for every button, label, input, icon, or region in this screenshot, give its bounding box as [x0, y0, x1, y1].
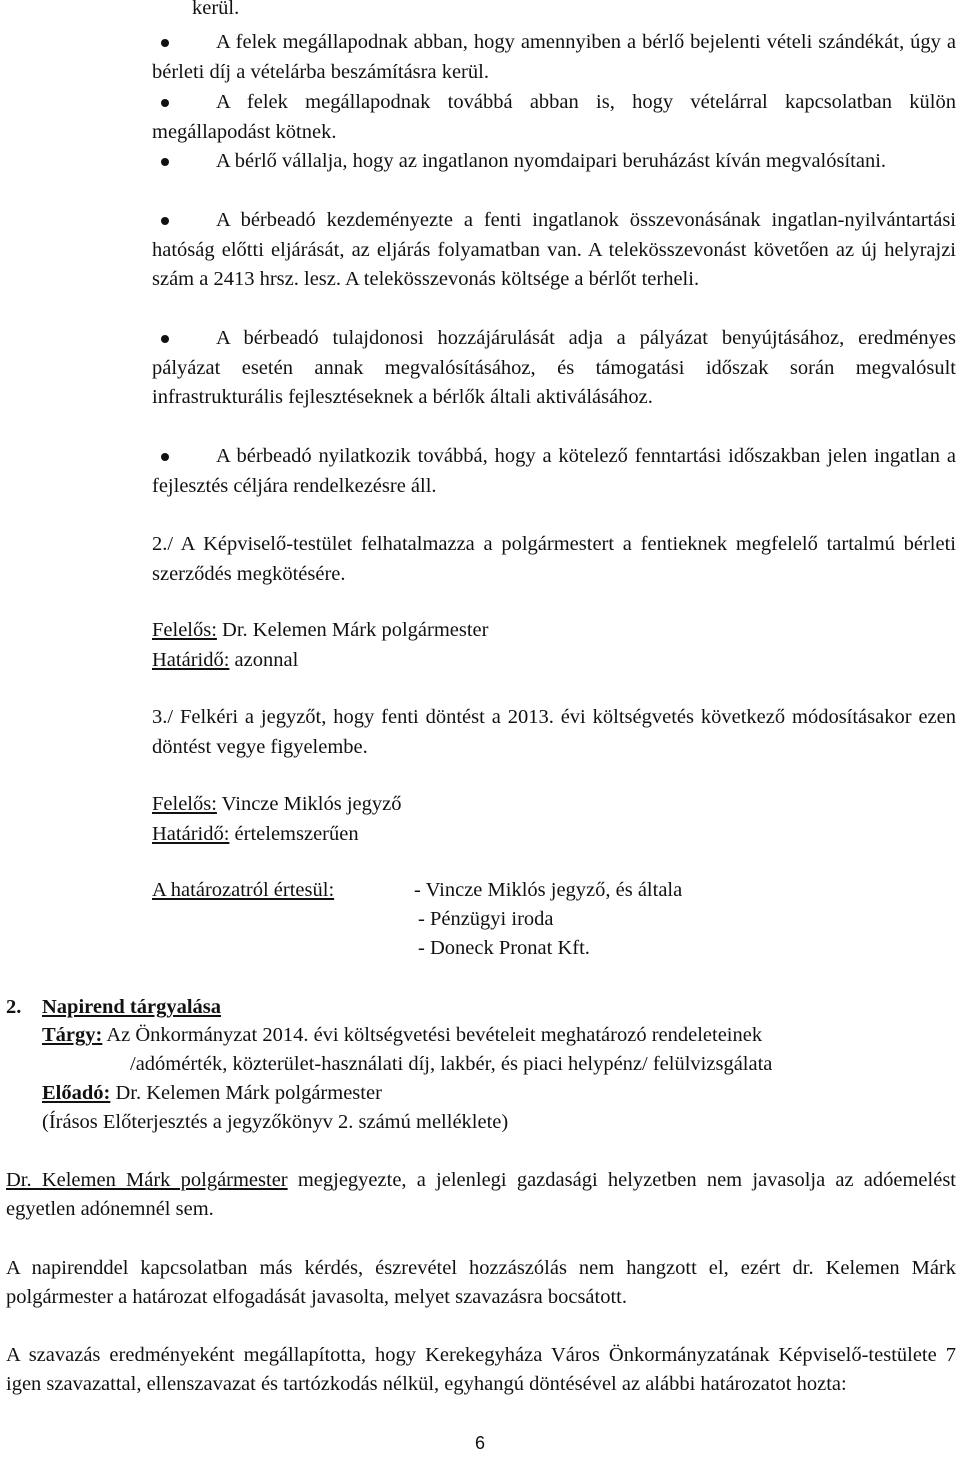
resolution-point-3: 3./ Felkéri a jegyzőt, hogy fenti döntést a 2013. évi költségvetés következő módosításakor ezen döntést vegye figyelembe.	[152, 706, 956, 758]
paragraph-vote: A szavazás eredményeként megállapította, hogy Kerekegyháza Város Önkormányzatának Képviselő-testülete 7 igen szavazattal, ellenszavazat és tartózkodás nélkül, egyhangú döntésével az alábbi határozatot hozta:	[6, 1344, 956, 1395]
bullet-item-3	[164, 147, 956, 177]
presenter-line	[42, 1079, 382, 1108]
deadline-label: Határidő:	[152, 649, 230, 671]
notify-item: - Pénzügyi iroda	[418, 908, 554, 930]
agenda-title: Napirend tárgyalása	[42, 996, 222, 1018]
bullet-icon	[161, 453, 169, 461]
bullet-text: A bérbeadó nyilatkozik továbbá, hogy a kötelező fenntartási időszakban jelen ingatlan a fejlesztés céljára rendelkezésre áll.	[152, 445, 956, 497]
bullet-item-4	[152, 206, 956, 295]
notify-label: A határozatról értesül:	[152, 879, 335, 901]
deadline-2	[152, 820, 359, 849]
bullet-text: A felek megállapodnak abban, hogy amennyiben a bérlő bejelenti vételi szándékát, úgy a bérleti díj a vételárba beszámításra kerül.	[152, 31, 956, 83]
bullet-text: A bérbeadó tulajdonosi hozzájárulását adja a pályázat benyújtásához, eredményes pályázat esetén annak megvalósításához, és támogatási időszak során megvalósult infrastrukturális fejlesztéseknek a bérlők általi aktiválásához.	[152, 327, 956, 408]
bullet-item-1	[152, 28, 956, 87]
bullet-item-2	[152, 88, 956, 147]
bullet-text: A bérlő vállalja, hogy az ingatlanon nyomdaipari beruházást kíván megvalósítani.	[216, 150, 887, 172]
paragraph-text: megjegyezte, a jelenlegi gazdasági helyzetben nem javasolja az adóemelést egyetlen adónemnél sem.	[6, 1169, 956, 1220]
resolution-point-2: 2./ A Képviselő-testület felhatalmazza a polgármestert a fentieknek megfelelő tartalmú bérleti szerződés megkötésére.	[152, 533, 956, 585]
deadline-1	[152, 646, 298, 675]
subject-text: Az Önkormányzat 2014. évi költségvetési bevételeit meghatározó rendeleteinek	[102, 1024, 763, 1046]
deadline-label: Határidő:	[152, 823, 230, 845]
bullet-icon	[161, 335, 169, 343]
bullet-text: A felek megállapodnak továbbá abban is, hogy vételárral kapcsolatban külön megállapodást kötnek.	[152, 91, 956, 143]
notify-item: - Doneck Pronat Kft.	[418, 937, 590, 959]
notify-item: - Vincze Miklós jegyző, és általa	[414, 879, 683, 901]
page-number: 6	[474, 1433, 485, 1453]
bullet-item-6	[152, 442, 956, 501]
bullet-icon	[161, 158, 169, 166]
responsible-value: Dr. Kelemen Márk polgármester	[216, 619, 489, 641]
presenter-value: Dr. Kelemen Márk polgármester	[110, 1082, 382, 1104]
deadline-value: értelemszerűen	[229, 823, 359, 845]
responsible-label: Felelős:	[152, 793, 217, 815]
paragraph-discussion: A napirenddel kapcsolatban más kérdés, észrevétel hozzászólás nem hangzott el, ezért dr. Kelemen Márk polgármester a határozat elfogadását javasolta, melyet szavazásra bocsátott.	[6, 1257, 956, 1308]
bullet-icon	[161, 39, 169, 47]
bullet-icon	[161, 99, 169, 107]
attachment-note: (Írásos Előterjesztés a jegyzőkönyv 2. számú melléklete)	[42, 1111, 509, 1133]
deadline-value: azonnal	[229, 649, 299, 671]
subject-line	[42, 1021, 762, 1050]
bullet-icon	[161, 217, 169, 225]
bullet-item-5	[152, 324, 956, 413]
responsible-1	[152, 616, 488, 645]
responsible-label: Felelős:	[152, 619, 217, 641]
bullet-text: A bérbeadó kezdeményezte a fenti ingatlanok összevonásának ingatlan-nyilvántartási hatóság előtti eljárását, az eljárás folyamatban van. A telekösszevonást követően az új helyrajzi szám a 2413 hrsz. lesz. A telekösszevonás költsége a bérlőt terheli.	[152, 209, 956, 290]
presenter-label: Előadó:	[42, 1082, 111, 1104]
subject-label: Tárgy:	[42, 1024, 103, 1046]
top-fragment: kerül.	[192, 0, 240, 19]
agenda-number: 2.	[6, 996, 22, 1018]
speaker-name: Dr. Kelemen Márk polgármester	[6, 1169, 288, 1191]
subject-line-2: /adómérték, közterület-használati díj, lakbér, és piaci helypénz/ felülvizsgálata	[130, 1053, 773, 1075]
responsible-value: Vincze Miklós jegyző	[216, 793, 402, 815]
responsible-2	[152, 790, 401, 819]
paragraph-mayor	[6, 1166, 956, 1224]
